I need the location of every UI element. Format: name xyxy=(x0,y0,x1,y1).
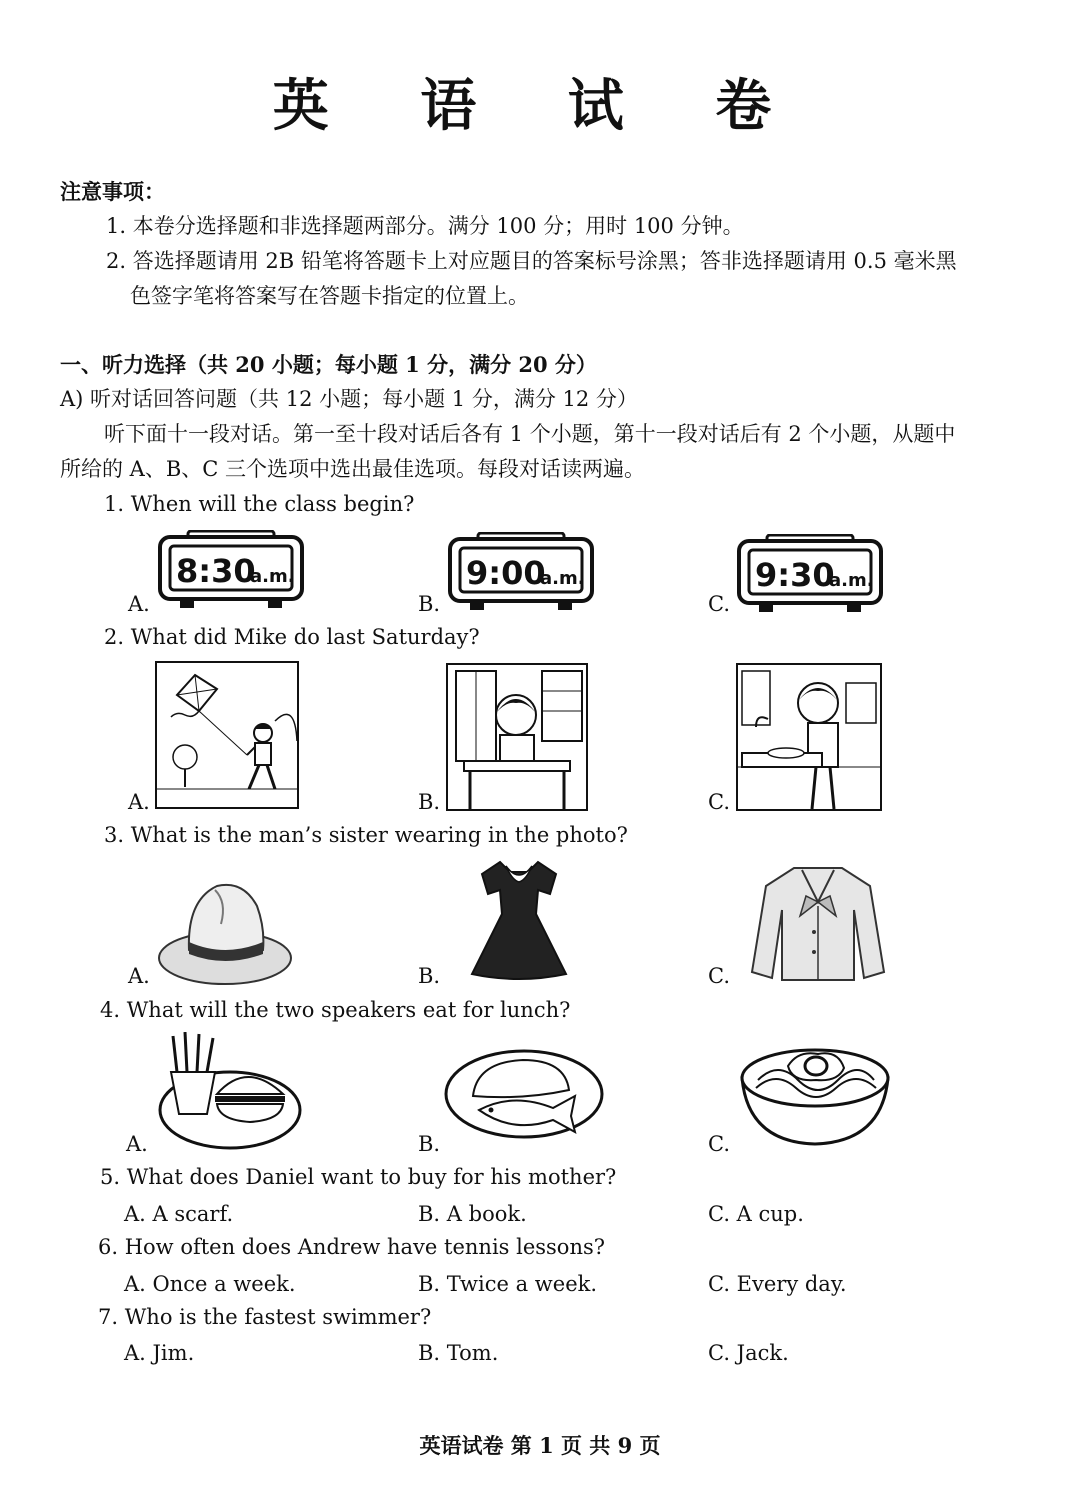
kite-flying-icon xyxy=(155,661,299,809)
clock-b-time: 9:00 xyxy=(466,554,546,592)
hat-icon xyxy=(155,880,295,990)
question-4-stem: 4. What will the two speakers eat for lunch? xyxy=(100,998,571,1022)
q1-option-b-label[interactable]: B. xyxy=(418,592,441,616)
q6-option-c[interactable]: C. Every day. xyxy=(708,1272,847,1296)
burger-fries-icon xyxy=(157,1032,303,1152)
question-3-stem: 3. What is the man’s sister wearing in the photo? xyxy=(104,823,628,847)
question-2-stem: 2. What did Mike do last Saturday? xyxy=(104,625,480,649)
notice-item-3: 色签字笔将答案写在答题卡指定的位置上。 xyxy=(130,284,529,308)
question-7-stem: 7. Who is the fastest swimmer? xyxy=(98,1305,432,1329)
rice-fish-icon xyxy=(443,1048,605,1140)
blouse-icon xyxy=(750,862,886,986)
clock-b-ampm: a.m. xyxy=(540,568,585,589)
q5-option-c[interactable]: C. A cup. xyxy=(708,1202,804,1226)
section-heading: 一、听力选择（共 20 小题；每小题 1 分，满分 20 分） xyxy=(60,352,597,377)
q2-option-b-label[interactable]: B. xyxy=(418,790,441,814)
q2-option-a-label[interactable]: A. xyxy=(128,790,150,814)
q4-option-b-label[interactable]: B. xyxy=(418,1132,441,1156)
page-footer: 英语试卷 第 1 页 共 9 页 xyxy=(419,1433,661,1458)
instructions-line-1: 听下面十一段对话。第一至十段对话后各有 1 个小题，第十一段对话后有 2 个小题，从题中 xyxy=(104,422,956,446)
notice-item-2: 2. 答选择题请用 2B 铅笔将答题卡上对应题目的答案标号涂黑；答非选择题请用 0.5 毫米黑 xyxy=(106,249,957,273)
clock-c-ampm: a.m. xyxy=(829,570,874,591)
clock-a-time: 8:30 xyxy=(176,552,256,590)
q7-option-c[interactable]: C. Jack. xyxy=(708,1341,789,1365)
clock-a-ampm: a.m. xyxy=(250,566,295,587)
question-6-stem: 6. How often does Andrew have tennis lessons? xyxy=(98,1235,606,1259)
q3-option-a-label[interactable]: A. xyxy=(128,964,150,988)
q1-option-a-label[interactable]: A. xyxy=(128,592,150,616)
question-1-stem: 1. When will the class begin? xyxy=(104,492,415,516)
notice-heading: 注意事项： xyxy=(60,179,165,204)
washing-dishes-icon xyxy=(736,663,882,811)
q3-option-b-label[interactable]: B. xyxy=(418,964,441,988)
q5-option-a[interactable]: A. A scarf. xyxy=(124,1202,234,1226)
q6-option-b[interactable]: B. Twice a week. xyxy=(418,1272,598,1296)
clock-c-time: 9:30 xyxy=(755,556,835,594)
q7-option-b[interactable]: B. Tom. xyxy=(418,1341,499,1365)
q6-option-a[interactable]: A. Once a week. xyxy=(124,1272,296,1296)
clock-a xyxy=(158,530,304,610)
q4-option-a-label[interactable]: A. xyxy=(126,1132,148,1156)
studying-icon xyxy=(446,663,588,811)
clock-c xyxy=(737,534,883,614)
dress-icon xyxy=(466,858,572,982)
q5-option-b[interactable]: B. A book. xyxy=(418,1202,527,1226)
instructions-line-2: 所给的 A、B、C 三个选项中选出最佳选项。每段对话读两遍。 xyxy=(60,457,646,481)
noodles-egg-icon xyxy=(738,1030,892,1148)
q7-option-a[interactable]: A. Jim. xyxy=(124,1341,195,1365)
clock-b xyxy=(448,532,594,612)
question-5-stem: 5. What does Daniel want to buy for his mother? xyxy=(100,1165,617,1189)
notice-item-1: 1. 本卷分选择题和非选择题两部分。满分 100 分；用时 100 分钟。 xyxy=(106,214,744,238)
q3-option-c-label[interactable]: C. xyxy=(708,964,730,988)
q2-option-c-label[interactable]: C. xyxy=(708,790,730,814)
q1-option-c-label[interactable]: C. xyxy=(708,592,730,616)
part-a-heading: A) 听对话回答问题（共 12 小题；每小题 1 分，满分 12 分） xyxy=(60,387,638,411)
page-title: 英 语 试 卷 xyxy=(272,74,808,139)
q4-option-c-label[interactable]: C. xyxy=(708,1132,730,1156)
